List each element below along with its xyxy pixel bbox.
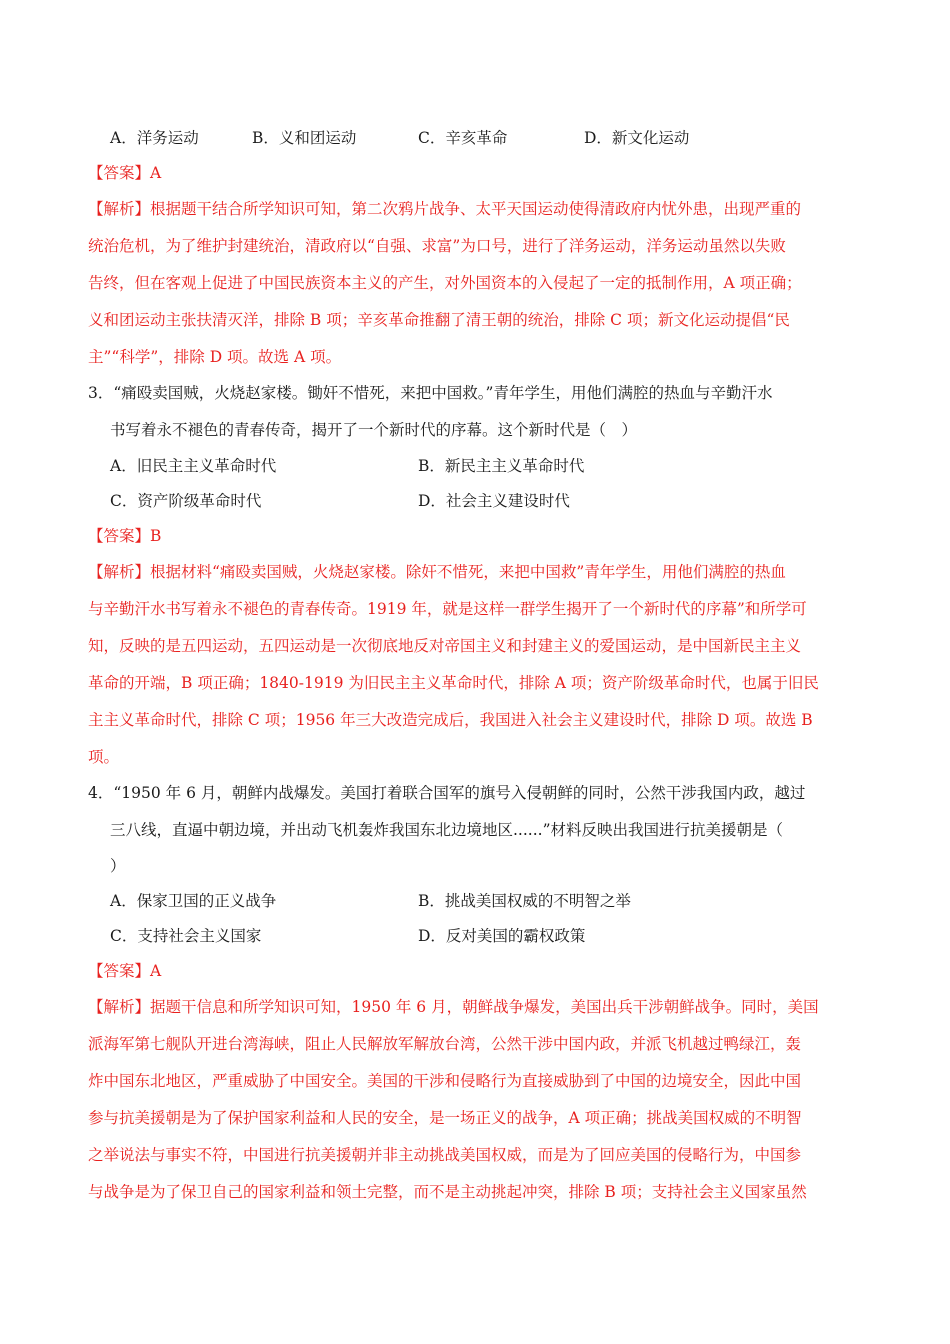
q4-analysis-line: 参与抗美援朝是为了保护国家利益和人民的安全，是一场正义的战争，A 项正确；挑战美国权威的不明智 — [88, 1109, 802, 1127]
q2-analysis-line: 义和团运动主张扶清灭洋，排除 B 项；辛亥革命推翻了清王朝的统治，排除 C 项；新文化运动提倡“民 — [88, 311, 790, 329]
q4-analysis-line: 派海军第七舰队开进台湾海峡，阻止人民解放军解放台湾，公然干涉中国内政，并派飞机越过鸭绿江，轰 — [88, 1035, 802, 1053]
q4-analysis-line: 之举说法与事实不符，中国进行抗美援朝并非主动挑战美国权威，而是为了回应美国的侵略行为，中国参 — [88, 1146, 802, 1164]
q3-option-a: A．旧民主主义革命时代 — [110, 457, 277, 475]
q3-analysis-line: 知，反映的是五四运动，五四运动是一次彻底地反对帝国主义和封建主义的爱国运动，是中国新民主主义 — [88, 637, 802, 655]
q3-analysis-line: 项。 — [88, 748, 120, 766]
q3-option-c: C．资产阶级革命时代 — [110, 492, 262, 510]
q4-answer: 【答案】A — [88, 962, 162, 980]
q4-analysis-line: 与战争是为了保卫自己的国家利益和领土完整，而不是主动挑起冲突，排除 B 项；支持社会主义国家虽然 — [88, 1183, 807, 1201]
q2-analysis-line: 统治危机，为了维护封建统治，清政府以“自强、求富”为口号，进行了洋务运动，洋务运动虽然以失败 — [88, 237, 786, 255]
q2-analysis-line: 【解析】根据题干结合所学知识可知，第二次鸦片战争、太平天国运动使得清政府内忧外患，出现严重的 — [88, 200, 802, 218]
q3-option-b: B．新民主主义革命时代 — [418, 457, 585, 475]
q4-option-d: D．反对美国的霸权政策 — [418, 927, 586, 945]
q3-answer: 【答案】B — [88, 527, 162, 545]
q2-option-d: D．新文化运动 — [584, 129, 690, 147]
q4-option-b: B．挑战美国权威的不明智之举 — [418, 892, 631, 910]
q4-option-c: C．支持社会主义国家 — [110, 927, 262, 945]
q4-option-a: A．保家卫国的正义战争 — [110, 892, 277, 910]
q3-stem-line: 书写着永不褪色的青春传奇，揭开了一个新时代的序幕。这个新时代是（ ） — [110, 421, 638, 439]
q3-analysis-line: 革命的开端，B 项正确；1840-1919 为旧民主主义革命时代，排除 A 项；资产阶级革命时代，也属于旧民 — [88, 674, 819, 692]
q4-stem-line: 三八线，直逼中朝边境，并出动飞机轰炸我国东北边境地区......”材料反映出我国进行抗美援朝是（ — [110, 821, 783, 839]
q4-stem-line: 4．“1950 年 6 月，朝鲜内战爆发。美国打着联合国军的旗号入侵朝鲜的同时，公然干涉我国内政，越过 — [88, 784, 806, 802]
q2-option-b: B．义和团运动 — [252, 129, 357, 147]
q4-stem-line: ） — [110, 857, 126, 875]
q2-answer: 【答案】A — [88, 164, 162, 182]
q2-analysis-line: 主”“科学”，排除 D 项。故选 A 项。 — [88, 348, 342, 366]
q4-analysis-line: 【解析】据题干信息和所学知识可知，1950 年 6 月，朝鲜战争爆发，美国出兵干涉朝鲜战争。同时，美国 — [88, 998, 819, 1016]
q3-option-d: D．社会主义建设时代 — [418, 492, 570, 510]
q2-option-c: C．辛亥革命 — [418, 129, 508, 147]
q3-analysis-line: 主主义革命时代，排除 C 项；1956 年三大改造完成后，我国进入社会主义建设时代，排除 D 项。故选 B — [88, 711, 813, 729]
q3-stem-line: 3．“痛殴卖国贼，火烧赵家楼。锄奸不惜死，来把中国救。”青年学生，用他们满腔的热血与辛勤汗水 — [88, 384, 773, 402]
q3-analysis-line: 【解析】根据材料“痛殴卖国贼，火烧赵家楼。除奸不惜死，来把中国救”青年学生，用他们满腔的热血 — [88, 563, 786, 581]
q2-analysis-line: 告终，但在客观上促进了中国民族资本主义的产生，对外国资本的入侵起了一定的抵制作用，A 项正确； — [88, 274, 802, 292]
q2-option-a: A．洋务运动 — [110, 129, 199, 147]
q3-analysis-line: 与辛勤汗水书写着永不褪色的青春传奇。1919 年，就是这样一群学生揭开了一个新时代的序幕”和所学可 — [88, 600, 807, 618]
q4-analysis-line: 炸中国东北地区，严重威胁了中国安全。美国的干涉和侵略行为直接威胁到了中国的边境安全，因此中国 — [88, 1072, 802, 1090]
